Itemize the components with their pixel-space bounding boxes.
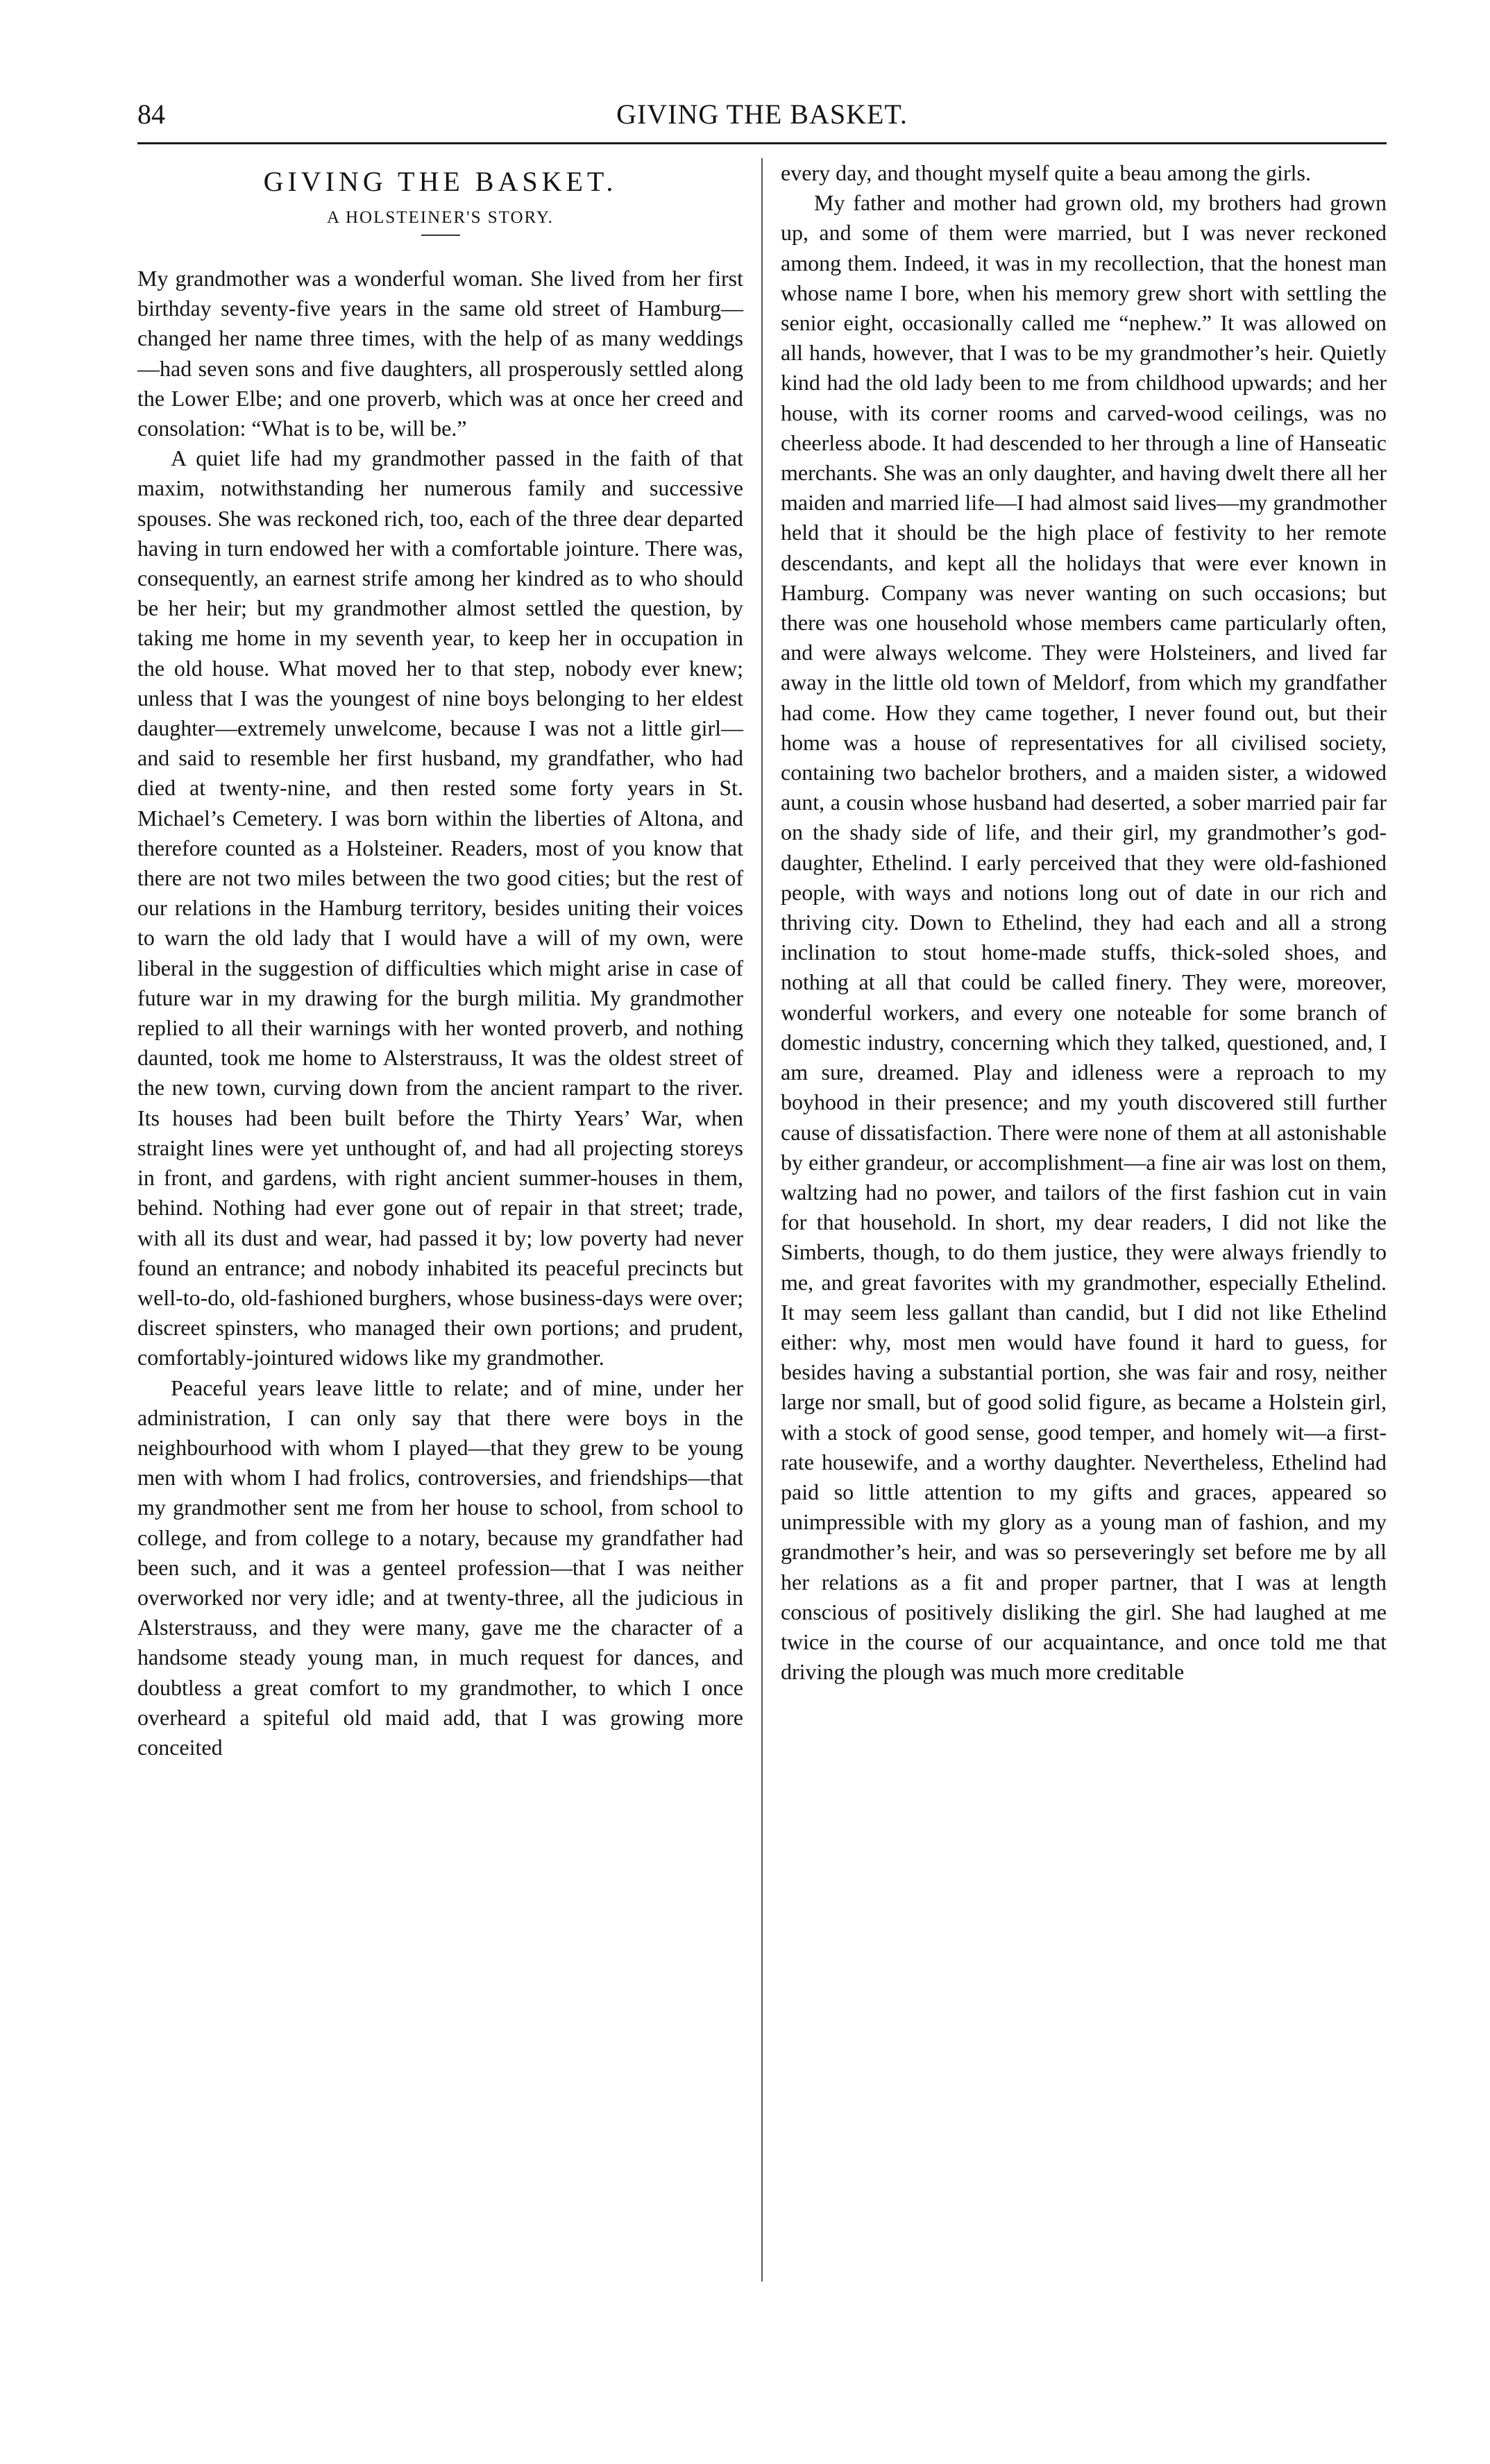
story-title: GIVING THE BASKET. (263, 166, 618, 197)
paragraph: Peaceful years leave little to relate; and of mine, under her administration, I can only say that there were boys in the neighbourhood with whom I played—that they grew to be young men with whom I had frolics, controversies, and friendships—that my grandmother sent me from her house to school, from school to college, and from college to a notary, because my grandfather had been such, and it was a genteel profession—that I was neither overworked nor very idle; and at twenty-three, all the judicious in Alsterstrauss, and they were many, gave me the character of a handsome steady young man, in much request for dances, and doubtless a great comfort to my grandmother, to which I once overheard a spiteful old maid add, that I was growing more conceited (137, 1375, 743, 1760)
column-divider (761, 158, 763, 2282)
paragraph: A quiet life had my grandmother passed in the faith of that maxim, notwithstanding her numerous family and successive spouses. She was reckoned rich, too, each of the three dear departed having in turn endowed her with a comfortable jointure. There was, consequently, an earnest strife among her kindred as to who should be her heir; but my grandmother almost settled the question, by taking me home in my seventh year, to keep her in occupation in the old house. What moved her to that step, nobody ever knew; unless that I was the youngest of nine boys belonging to her eldest daughter—extremely unwelcome, because I was not a little girl—and said to resemble her first husband, my grandfather, who had died at twenty-nine, and then rested some forty years in St. Michael’s Cemetery. I was born within the liberties of Altona, and therefore counted as a Holsteiner. Readers, most of you know that there are not two miles between the two good cities; but the rest of our relations in the Hamburg territory, besides uniting their voices to warn the old lady that I would have a will of my own, were liberal in the suggestion of difficulties which might arise in case of future war in my drawing for the burgh militia. My grandmother replied to all their warnings with her wonted proverb, and nothing daunted, took me home to Alsterstrauss, It was the oldest street of the new town, curving down from the ancient rampart to the river. Its houses had been built before the Thirty Years’ War, when straight lines were yet unthought of, and had all projecting storeys in front, and gardens, with right ancient summer-houses in them, behind. Nothing had ever gone out of repair in that street; trade, with all its dust and wear, had passed it by; low poverty had never found an entrance; and nobody inhabited its peaceful precincts but well-to-do, old-fashioned burghers, whose business-days were over; discreet spinsters, who managed their own portions; and prudent, comfortably-jointured widows like my grandmother. (137, 445, 743, 1370)
header-rule (137, 142, 1387, 144)
left-column (137, 158, 743, 1762)
running-title: GIVING THE BASKET. (616, 99, 908, 130)
paragraph-continuation: every day, and thought myself quite a beau among the girls. (781, 160, 1311, 185)
right-column (781, 158, 1387, 1687)
page-header (137, 97, 1387, 132)
paragraph: My grandmother was a wonderful woman. She lived from her first birthday seventy-five years in the same old street of Hamburg—changed her name three times, with the help of as many weddings—had seven sons and five daughters, all prosperously settled along the Lower Elbe; and one proverb, which was at once her creed and consolation: “What is to be, will be.” (137, 266, 743, 441)
paragraph: My father and mother had grown old, my brothers had grown up, and some of them were married, but I was never reckoned among them. Indeed, it was in my recollection, that the honest man whose name I bore, when his memory grew short with settling the senior eight, occasionally called me “nephew.” It was allowed on all hands, however, that I was to be my grandmother’s heir. Quietly kind had the old lady been to me from childhood upwards; and her house, with its corner rooms and carved-wood ceilings, was no cheerless abode. It had descended to her through a line of Hanseatic merchants. She was an only daughter, and having dwelt there all her maiden and married life—I had almost said lives—my grandmother held that it should be the high place of festivity to her remote descendants, and kept all the holidays that were ever known in Hamburg. Company was never wanting on such occasions; but there was one household whose members came particularly often, and were always welcome. They were Holsteiners, and lived far away in the little old town of Meldorf, from which my grandfather had come. How they came together, I never found out, but their home was a house of representatives for all civilised society, containing two bachelor brothers, and a maiden sister, a widowed aunt, a cousin whose husband had deserted, a sober married pair far on the shady side of life, and their girl, my grandmother’s god-daughter, Ethelind. I early perceived that they were old-fashioned people, with ways and notions long out of date in our rich and thriving city. Down to Ethelind, they had each and all a strong inclination to stout home-made stuffs, thick-soled shoes, and nothing at all that could be called finery. They were, moreover, wonderful workers, and every one noteable for some branch of domestic industry, concerning which they talked, questioned, and, I am sure, dreamed. Play and idleness were a reproach to my boyhood in their presence; and my youth discovered still further cause of dissatisfaction. There were none of them at all astonishable by either grandeur, or accomplishment—a fine air was lost on them, waltzing had no power, and tailors of the first fashion cut in vain for that household. In short, my dear readers, I did not like the Simberts, though, to do them justice, they were always friendly to me, and great favorites with my grandmother, especially Ethelind. It may seem less gallant than candid, but I did not like Ethelind either: why, most men would have found it hard to guess, for besides having a substantial portion, she was fair and rosy, neither large nor small, but of good solid figure, as became a Holstein girl, with a stock of good sense, good temper, and homely wit—a first-rate housewife, and a worthy daughter. Nevertheless, Ethelind had paid so little attention to my gifts and graces, appeared so unimpressible with my glory as a young man of fashion, and my grandmother’s heir, and was so perseveringly set before me by all her relations as a fit and proper partner, that I was at length conscious of positively disliking the girl. She had laughed at me twice in the course of our acquaintance, and once told me that driving the plough was much more creditable (781, 190, 1387, 1685)
story-subtitle: A HOLSTEINER'S STORY. (327, 208, 554, 227)
subtitle-rule (421, 235, 460, 236)
page-number: 84 (137, 99, 165, 130)
